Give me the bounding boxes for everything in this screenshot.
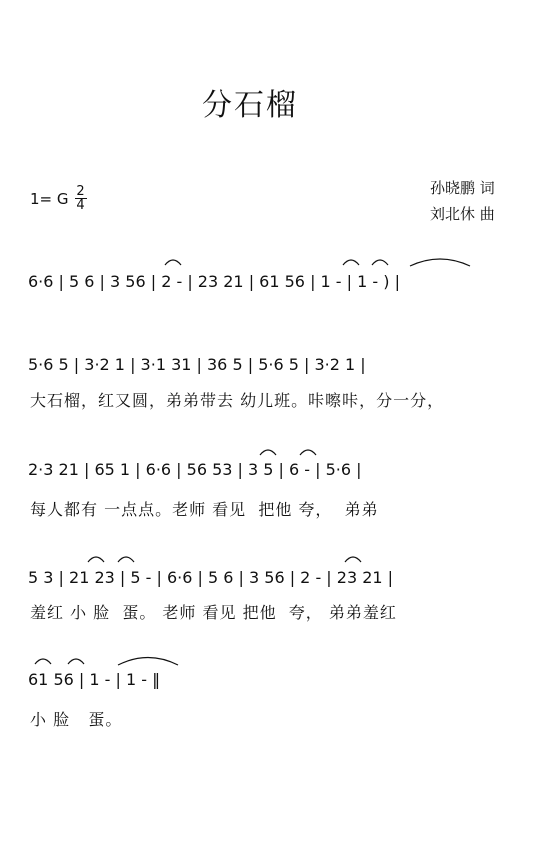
slur-8 [345,557,361,562]
key-label: 1= G [30,189,69,208]
score-line-2: 5·6 5 | 3·2 1 | 3·1 31 | 36 5 | 5·6 5 | 3·2 1 | [28,355,366,374]
time-top: 2 [76,184,85,199]
slur-9 [35,659,51,664]
lyricist: 孙晓鹏 词 [430,179,495,197]
composer: 刘北休 曲 [430,205,495,223]
slur-7 [118,557,134,562]
lyrics-line-3: 每人都有 一点点。老师 看见 把他 夸， 弟弟 [30,500,379,519]
lyrics-line-5: 小 脸 蛋。 [30,710,123,729]
slur-1 [165,260,181,265]
score-line-4: 5 3 | 21 23 | 5 - | 6·6 | 5 6 | 3 56 | 2 - | 23 21 | [28,568,394,587]
song-title: 分石榴 [202,88,298,123]
slur-4 [260,450,276,455]
lyrics-line-4: 羞红 小 脸 蛋。 老师 看见 把他 夸， 弟弟羞红 [30,603,397,622]
score-line-3: 2·3 21 | 65 1 | 6·6 | 56 53 | 3 5 | 6 - | 5·6 | [28,460,362,479]
slur-3 [372,260,388,265]
tie-1 [410,259,470,266]
time-bottom: 4 [76,198,85,213]
lyrics-line-2: 大石榴，红又圆，弟弟带去 幼儿班。咔嚓咔，分一分， [30,391,445,410]
tie-2 [118,658,178,666]
score-line-1: 6·6 | 5 6 | 3 56 | 2 - | 23 21 | 61 56 | 1 - | 1 - ) | [28,272,400,291]
score-line-5: 61 56 | 1 - | 1 - ‖ [28,670,161,689]
slur-10 [68,659,84,664]
slur-6 [88,557,104,562]
slur-5 [300,450,316,455]
slur-2 [343,260,359,265]
